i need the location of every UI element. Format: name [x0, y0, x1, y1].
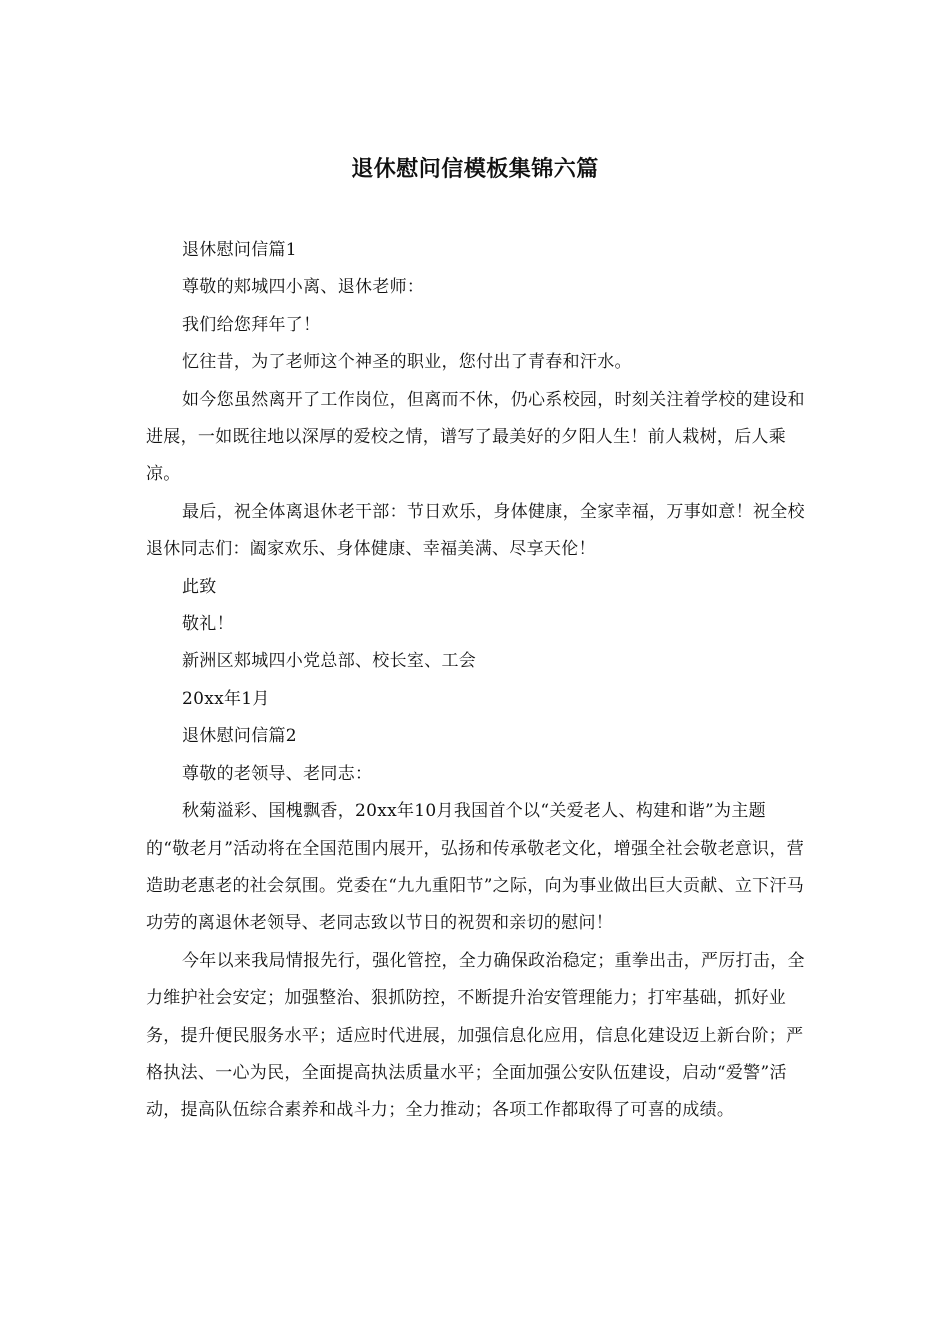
- paragraph-2: 尊敬的郏城四小离、退休老师：: [182, 277, 425, 298]
- paragraph-9: 新洲区郏城四小党总部、校长室、工会: [182, 651, 477, 672]
- paragraph-7: 此致: [182, 576, 217, 597]
- paragraph-3: 我们给您拜年了！: [182, 314, 321, 335]
- paragraph-4: 忆往昔，为了老师这个神圣的职业，您付出了青春和汗水。: [182, 352, 632, 373]
- paragraph-6: 最后，祝全体离退休老干部：节日欢乐，身体健康，全家幸福，万事如意！祝全校退休同志们：阖家欢乐、身体健康、幸福美满、尽享天伦！: [146, 501, 805, 560]
- paragraph-5: 如今您虽然离开了工作岗位，但离而不休，仍心系校园，时刻关注着学校的建设和进展，一如既往地以深厚的爱校之情，谱写了最美好的夕阳人生！前人栽树，后人乘凉。: [146, 389, 805, 485]
- paragraph-14: 今年以来我局情报先行，强化管控，全力确保政治稳定；重拳出击，严厉打击，全力维护社会安定；加强整治、狠抓防控，不断提升治安管理能力；打牢基础，抓好业务，提升便民服务水平；适应时代进展，加强信息化应用，信息化建设迈上新台阶；严格执法、一心为民，全面提高执法质量水平；全面加强公安队伍建设，启动“爱警”活动，提高队伍综合素养和战斗力；全力推动；各项工作都取得了可喜的成绩。: [146, 950, 805, 1121]
- document-body: [146, 232, 808, 1130]
- paragraph-11: 退休慰问信篇2: [182, 726, 297, 747]
- paragraph-12: 尊敬的老领导、老同志：: [182, 763, 373, 784]
- paragraph-8: 敬礼！: [182, 614, 234, 635]
- paragraph-10: 20xx年1月: [182, 688, 270, 709]
- paragraph-13: 秋菊溢彩、国槐飘香，20xx年10月我国首个以“关爱老人、构建和谐”为主题的“敬老月”活动将在全国范围内展开，弘扬和传承敬老文化，增强全社会敬老意识，营造助老惠老的社会氛围。党委在“九九重阳节”之际，向为事业做出巨大贡献、立下汗马功劳的离退休老领导、老同志致以节日的祝贺和亲切的慰问！: [146, 801, 805, 934]
- document-title: 退休慰问信模板集锦六篇: [351, 157, 599, 182]
- paragraph-1: 退休慰问信篇1: [182, 240, 297, 260]
